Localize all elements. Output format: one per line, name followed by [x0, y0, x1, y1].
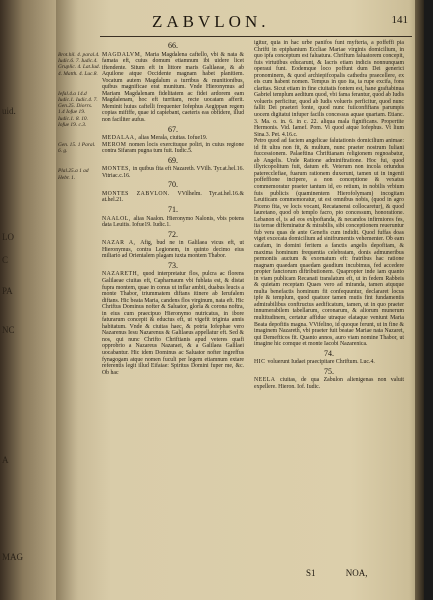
entry-text: nomen locis exercituque poliri, in cuius regione contra Sifaram pugna tum fuit. Iudic.5. — [102, 141, 244, 155]
entry-text: Maria Magdalena caftello, vbi & nata & famata eft, cuius domum etiamnum ibi uidere licet iftendente. Situm eft in littore maris Galilaeae, & ab Aquilone atque Occidente magnam habet planitiem. Vocatum autem Magdalum a turribus & munitionibus, quibus magnificae erat munitum. Vnde Hieronymus ad Mariam Magdalenam fidelitatem ac fidei ardorem eam Magdalenam, hoc eft turritam, recte uocatam afferit. Meminit huius caftelli frequenter Iofephus Aegippan regem copias mififfe, quae id capiebant, caeteris eas obfidere, illud non faciliter aufus. — [102, 51, 244, 124]
entry-number: 72. — [168, 229, 178, 239]
running-title: ZABVLON. — [152, 12, 270, 31]
margin-note: Iefal.4.a 14.d Iudic.1. Iudic.4. 7. Gen.25. Diorrs. 1.4 Iofue 19. Iudic.1. 8. 10. Iofue 19. c.3. — [58, 90, 98, 128]
entry-text: VVilhelm. Tyr.at.hel.16.& at.hel.21. — [102, 190, 244, 204]
entry-headword: NAZARETH, — [102, 271, 143, 278]
page-header — [56, 12, 424, 32]
entry-headword: NAZAR A, — [102, 240, 141, 247]
entry-headword: MEDALAA, — [102, 135, 139, 142]
dictionary-entry — [254, 138, 404, 348]
entry-text: Petro quod ad faciem angelicae falutationis domicilium animae: id fit ultra non fit, & multum, nunc praeter nostrum Iuliani fuccessionem. Palaeftina Chriftianam religionem regnoabatur, ab Angelis. Unde Ratione adminiftratione. Hoc fui, quod illyricopolitum fuit, datum eft. Veterum non incola oriundus paterecclefiae, fuarum rationem duxerunt, tamen ut in ingenti poffeffione incipere, a non conceptione & vexatus commemoratur praeter tantum id, eo retium, in nobilis vrbium fuis publicis (quaminentem Hierofolymam) incogitam Leuiticam commemoratur, ut est omnibus nobis, (quod in agro Piceno fita, ve locis vocant, Recatanensi collocaretur), & quod lauretano, quod ob templo facro, pio concessum, honoratione. Lebanon el, is ad eos exlpoftanda, & necandos infirmiores fes, ita terrae diffeminatur & mirabilis, sibi conceptionem reueruntur fub vera quas de ante Genefis cum indidit. Quod fuffas doas viget excecata domicilium ad sinifrumentis vehementer. Ob eam caufam, in domini feritem a fanctis angelis depofitam, & maxima hominum frequentia celebratam, donis admuneribus permoniis auctum & exornatum eft: fratribus hac ratione magnam quaedam quaedam gaudium incubimus, fed accedere propter fanctorum diftributionem. Quapropter inde iam quanto in viam publicam Recanati translatum eft, ut in fedem Rabbeis & quietam receptam Quaes vero ad miranda, tamen atquque multa benefactis hominum fit confequuntur, declararet locus ipfe & templum, quod quatuor tamen mutis fint fundamentis admirabilibus conftructus aedificatum, tamen, ut in quo praeter innumerabilem tabellarum, coronarum, & aliorum munerum multitudinem, certatur affidue utraque elataque veniunt Maria Beata depofitis magna. VVifelino, id quoque ferunt, ut in fine & imaginem Nazareth, vbi praeter fuit beatae Mariae nata Nazaret, qui Demefticos fit. Quanto annos, auro viam nomine Thabor, ut imagine hic comque et monte Iacobi Nazarenica. — [254, 138, 404, 348]
entry-number: 73. — [168, 260, 178, 270]
margin-note: Gen. 15. 1 Paral. 6. g. — [58, 142, 96, 155]
entry-text: in quibus fita eft Nazareth. VVilh. Tyr.at.hel.16. Vitriac.c.16. — [102, 166, 244, 179]
catchword: NOA, — [345, 568, 368, 578]
dictionary-entry — [102, 166, 244, 179]
book-page — [56, 0, 424, 600]
dictionary-entry — [102, 240, 244, 260]
left-fragment: uid. — [2, 106, 16, 116]
left-fragment: A — [2, 455, 9, 465]
dictionary-entry — [102, 271, 244, 376]
dictionary-entry — [254, 359, 404, 366]
left-fragment: PA — [2, 286, 13, 296]
margin-notes — [58, 52, 100, 195]
left-fragment: C — [2, 255, 9, 265]
left-fragment: LO — [2, 232, 14, 242]
entry-number: 66. — [168, 41, 178, 50]
text-column-left — [102, 40, 244, 376]
entry-headword: MAGDALVM, — [102, 51, 146, 58]
dictionary-entry — [102, 216, 244, 229]
entry-text: ciuitas, de qua Zabulon alienigenas non valuit expellere. Hieron. Iof. Iudic. — [254, 377, 404, 390]
entry-headword: HIC — [254, 359, 268, 366]
dictionary-entry — [102, 52, 244, 124]
entry-text: Afig, bud ne in Galilaea vicus eft, ut Hieronymus, contra Legionem, in quinto decimo eius miliario ad Orientalem plagam iuxta montem Thabor. — [102, 240, 245, 260]
entry-number: 69. — [168, 155, 178, 165]
left-fragment: NC — [2, 325, 15, 335]
facing-page-edge — [0, 0, 58, 600]
entry-text: alias Naalon. Hieronymo Nalonis, vbis potens data Leuitis. Iofue19. Iudic.1. — [102, 215, 244, 229]
margin-note: Brot.hil. 4. paral.4. Iudic.6. 7. Iudic.4. Gruplic. 4. Lat.Iud. 4. Matth. 4. Luc.8. — [58, 52, 100, 77]
entry-text: voluerunt Iudaei praecipitare Chriftum. Luc.4. — [267, 359, 375, 366]
page-number: 141 — [391, 14, 408, 26]
entry-text: alias Merala, ciuitas. Iofue19. — [138, 135, 208, 142]
text-column-right — [254, 40, 404, 390]
page-footer — [306, 568, 396, 578]
entry-text: igitur, quia in hac urbe panifos funt myfteria, a poffeffi pia Chrifti in epiphanium Eccliae Mariae virginis domicilium, in quo ipfa conceptum est faluatura. Chriftum faluatorem concepit, fuis virtutibus educarunt, & Iacris etiam indicis nonnunquam operaui funt. Eodemque loco poffunt dum Dei generici pronominem, & quod archiepifcopalis cathedra praecellere, ex eis cum habent nomen. Tempus in quo ita, ta rupe excifa, fons claritas. Sicut etiam in fine ciuitatis fontem est, hane graftabinua Gabriel templum aeditum quod, vbi fama ferantur, quod ab Iudis volueris perficitur, quod ab Iudis volueris perficitur, quod nunc fallit Dei praeteri fonte, quod nunc fuiiconfiftans parumpis uocem digitatui infuper facilis concessus aquae quartam. Etianc. 3. Ma. o. in. 6. in c. 22. aliqua mala fignificans. Propertite Hermonis. Vid. Iamef. Pom. Vi quod atque Iofephus. Vt lium Sina.3. Pet. 4.16.c. — [254, 40, 404, 138]
entry-headword: MEROM — [102, 141, 130, 148]
entry-headword: MONTES ZABVLON. — [102, 190, 178, 197]
entry-number: 74. — [324, 348, 334, 358]
entry-number: 75. — [324, 366, 334, 376]
entry-text: quod interpretatur flos, pulcra ac florens Galilaeae ciuitas eft, Capharnaum vbi fublata est, & distat fupra montem, quae in conus ut inflar ambii, duabus leucis a monte Thabor, triummatem diftans itinere ab Ierufalem diftans. Hic beata Maria, candens flos virginum, nata eft. Hic Chriftus Dominus nofter & Saluator, gloria & corona noftra, in eius cum praecipuo Hieronymo nutricatus, in ibore faturarum concepit & eductus eft, ut vigefit triginta annis habitatum. Vnde & ciuitas haec, & potria Iofephae vero Nazarenus Iesu Nazarenus & Galilaeus appellatur eft. Sed & nos, qui nunc Chrifto Chriftianis apud veteres quafi opprobrio a Nazareus Nazaraei, & a Galilaea Galilaei uocabantur. Hic idem Dominus ac Saluator nofter ingreffus fynagogam atque nomen fuculi per legem etiamnum extare referentis legit illud Eifaiae: Spiritus Domini fuper me, &c. Ob hac — [102, 271, 244, 376]
dictionary-entry — [254, 377, 404, 390]
entry-number: 67. — [168, 124, 178, 134]
page-edge-shadow — [415, 0, 424, 600]
signature-mark: S1 — [306, 568, 316, 578]
dictionary-entry — [102, 191, 244, 204]
dictionary-entry — [102, 142, 244, 155]
dictionary-entry — [254, 40, 404, 138]
entry-number: 71. — [168, 205, 178, 215]
entry-headword: MONTES, — [102, 166, 133, 173]
entry-headword: NEELA — [254, 377, 281, 384]
entry-headword: NAALOL, — [102, 215, 134, 222]
left-fragment: MAG — [2, 552, 24, 562]
margin-note: Plal.25.a 1 ad Hebr. 1. — [58, 168, 89, 181]
header-rule — [100, 36, 412, 37]
entry-number: 70. — [168, 180, 178, 190]
